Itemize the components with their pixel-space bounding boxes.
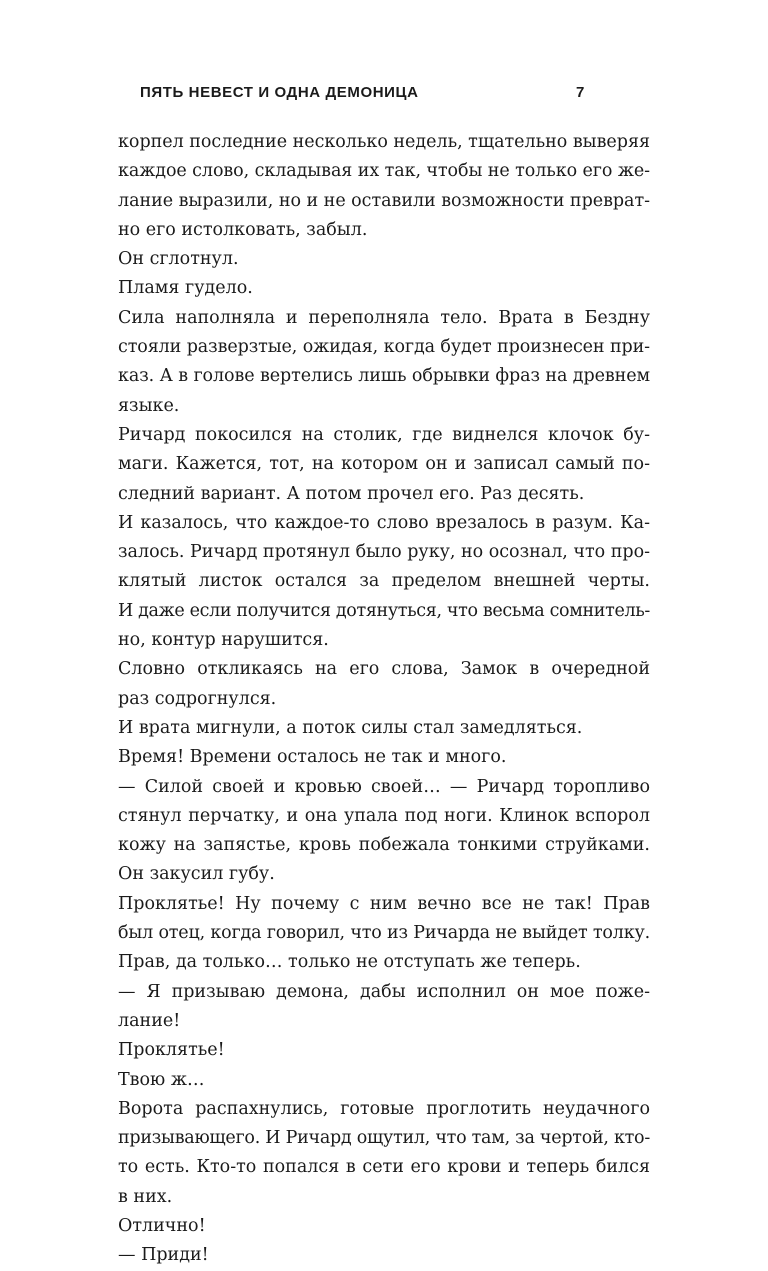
- text-line: — Приди!: [118, 1245, 209, 1266]
- text-line: Отлично!: [118, 1215, 206, 1236]
- text-line: каз. А в голове вертелись лишь обрывки фраз на древнем: [118, 366, 650, 387]
- running-head: [0, 84, 768, 108]
- text-line: — Я призываю демона, дабы исполнил он мое поже-: [118, 981, 650, 1002]
- text-line: следний вариант. А потом прочел его. Раз десять.: [118, 483, 585, 504]
- text-line: — Силой своей и кровью своей… — Ричард торопливо: [118, 776, 650, 797]
- text-line: клятый листок остался за пределом внешней черты.: [118, 571, 650, 592]
- text-line: был отец, когда говорил, что из Ричарда не выйдет толку.: [118, 923, 650, 944]
- text-line: лание выразили, но и не оставили возможности преврат-: [118, 190, 650, 211]
- page-number: 7: [576, 84, 585, 101]
- text-line: Проклятье! Ну почему с ним вечно все не так! Прав: [118, 893, 650, 914]
- text-line: Прав, да только… только не отступать же теперь.: [118, 952, 581, 973]
- text-line: Пламя гудело.: [118, 278, 253, 299]
- text-line: Он сглотнул.: [118, 249, 239, 270]
- text-line: Он закусил губу.: [118, 864, 275, 885]
- text-line: Словно откликаясь на его слова, Замок в очередной: [118, 659, 650, 680]
- text-line: Сила наполняла и переполняла тело. Врата в Бездну: [118, 307, 650, 328]
- body-text: [118, 128, 650, 1271]
- text-line: И казалось, что каждое-то слово врезалось в разум. Ка-: [118, 512, 650, 533]
- text-line: лание!: [118, 1010, 181, 1031]
- text-line: Ворота распахнулись, готовые проглотить неудачного: [118, 1098, 650, 1119]
- text-line: залось. Ричард протянул было руку, но осознал, что про-: [118, 542, 650, 563]
- text-line: Проклятье!: [118, 1040, 225, 1061]
- text-line: языке.: [118, 395, 180, 416]
- text-line: корпел последние несколько недель, тщательно выверяя: [118, 132, 650, 152]
- text-line: Твою ж…: [118, 1069, 205, 1090]
- text-line: призывающего. И Ричард ощутил, что там, за чертой, кто-: [118, 1128, 650, 1149]
- text-line: стояли разверзтые, ожидая, когда будет произнесен при-: [118, 337, 650, 358]
- text-line: Время! Времени осталось не так и много.: [118, 747, 507, 768]
- text-line: И даже если получится дотянуться, что весьма сомнитель-: [118, 600, 650, 621]
- text-line: кожу на запястье, кровь побежала тонкими струйками.: [118, 835, 650, 856]
- text-line: в них.: [118, 1186, 173, 1207]
- text-line: И врата мигнули, а поток силы стал замедляться.: [118, 717, 583, 738]
- text-line: Ричард покосился на столик, где виднелся клочок бу-: [118, 424, 650, 445]
- text-line: маги. Кажется, тот, на котором он и записал самый по-: [118, 454, 650, 475]
- text-line: раз содрогнулся.: [118, 688, 277, 709]
- text-line: стянул перчатку, и она упала под ноги. Клинок вспорол: [118, 805, 650, 826]
- text-line: но, контур нарушится.: [118, 630, 329, 651]
- text-line: каждое слово, складывая их так, чтобы не только его же-: [118, 161, 650, 182]
- book-title: ПЯТЬ НЕВЕСТ И ОДНА ДЕМОНИЦА: [140, 84, 419, 101]
- text-line: но его истолковать, забыл.: [118, 219, 368, 240]
- text-line: то есть. Кто-то попался в сети его крови и теперь бился: [118, 1157, 650, 1178]
